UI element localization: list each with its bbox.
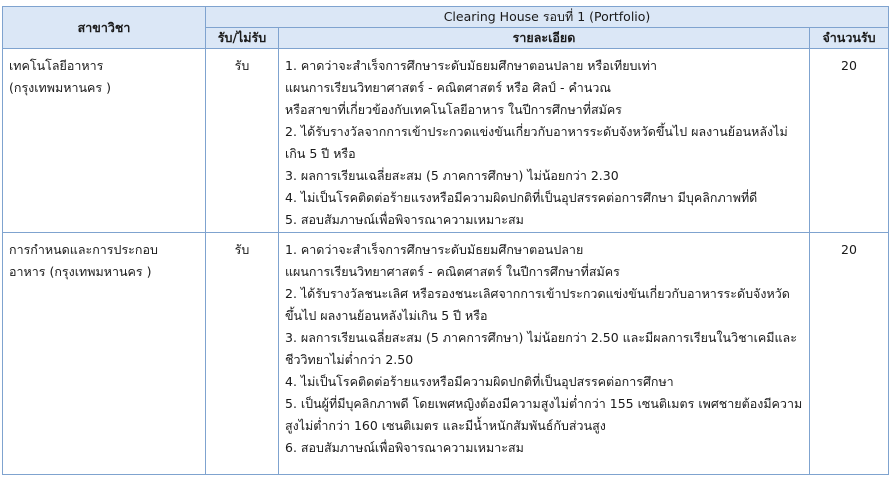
major-cell xyxy=(3,233,206,475)
table-row xyxy=(3,233,889,475)
detail-line: 4. ไม่เป็นโรคติดต่อร้ายแรงหรือมีความผิดปกติที่เป็นอุปสรรคต่อการศึกษา มีบุคลิกภาพที่ดี xyxy=(285,190,758,205)
detail-line: ขึ้นไป ผลงานย้อนหลังไม่เกิน 5 ปี หรือ xyxy=(285,308,488,323)
detail-line: 1. คาดว่าจะสำเร็จการศึกษาระดับมัธยมศึกษาตอนปลาย หรือเทียบเท่า xyxy=(285,58,658,73)
details-cell xyxy=(279,49,810,233)
detail-line: 4. ไม่เป็นโรคติดต่อร้ายแรงหรือมีความผิดปกติที่เป็นอุปสรรคต่อการศึกษา xyxy=(285,374,674,389)
count-cell: 20 xyxy=(810,49,889,233)
detail-line: 3. ผลการเรียนเฉลี่ยสะสม (5 ภาคการศึกษา) ไม่น้อยกว่า 2.50 และมีผลการเรียนในวิชาเคมีและ xyxy=(285,330,797,345)
detail-line: เกิน 5 ปี หรือ xyxy=(285,146,356,161)
details-cell xyxy=(279,233,810,475)
major-name-line: (กรุงเทพมหานคร ) xyxy=(9,80,111,95)
detail-line: 3. ผลการเรียนเฉลี่ยสะสม (5 ภาคการศึกษา) ไม่น้อยกว่า 2.30 xyxy=(285,168,619,183)
detail-line: แผนการเรียนวิทยาศาสตร์ - คณิตศาสตร์ ในปีการศึกษาที่สมัคร xyxy=(285,264,620,279)
detail-line: 6. สอบสัมภาษณ์เพื่อพิจารณาความเหมาะสม xyxy=(285,440,524,455)
header-major: สาขาวิชา xyxy=(3,7,206,49)
detail-line: ชีววิทยาไม่ต่ำกว่า 2.50 xyxy=(285,352,414,367)
admission-table xyxy=(2,6,889,475)
count-cell: 20 xyxy=(810,233,889,475)
detail-line: 2. ได้รับรางวัลชนะเลิศ หรือรองชนะเลิศจากการเข้าประกวดแข่งขันเกี่ยวกับอาหารระดับจังหวัด xyxy=(285,286,790,301)
header-details: รายละเอียด xyxy=(279,28,810,49)
detail-line: 5. สอบสัมภาษณ์เพื่อพิจารณาความเหมาะสม xyxy=(285,212,524,227)
detail-line: หรือสาขาที่เกี่ยวข้องกับเทคโนโลยีอาหาร ในปีการศึกษาที่สมัคร xyxy=(285,102,622,117)
detail-line: 5. เป็นผู้ที่มีบุคลิกภาพดี โดยเพศหญิงต้องมีความสูงไม่ต่ำกว่า 155 เซนติเมตร เพศชายต้องมีความ xyxy=(285,396,803,411)
major-name-line: เทคโนโลยีอาหาร xyxy=(9,58,104,73)
detail-line: สูงไม่ต่ำกว่า 160 เซนติเมตร และมีน้ำหนักสัมพันธ์กับส่วนสูง xyxy=(285,418,606,433)
header-status: รับ/ไม่รับ xyxy=(206,28,279,49)
detail-line: 1. คาดว่าจะสำเร็จการศึกษาระดับมัธยมศึกษาตอนปลาย xyxy=(285,242,584,257)
major-name-line: อาหาร (กรุงเทพมหานคร ) xyxy=(9,264,152,279)
table-row xyxy=(3,49,889,233)
header-round-title: Clearing House รอบที่ 1 (Portfolio) xyxy=(206,7,889,28)
status-cell: รับ xyxy=(206,233,279,475)
header-count: จำนวนรับ xyxy=(810,28,889,49)
major-name-line: การกำหนดและการประกอบ xyxy=(9,242,158,257)
detail-line: แผนการเรียนวิทยาศาสตร์ - คณิตศาสตร์ หรือ ศิลป์ - คำนวณ xyxy=(285,80,611,95)
detail-line: 2. ได้รับรางวัลจากการเข้าประกวดแข่งขันเกี่ยวกับอาหารระดับจังหวัดขึ้นไป ผลงานย้อนหลังไม่ xyxy=(285,124,788,139)
major-cell xyxy=(3,49,206,233)
status-cell: รับ xyxy=(206,49,279,233)
